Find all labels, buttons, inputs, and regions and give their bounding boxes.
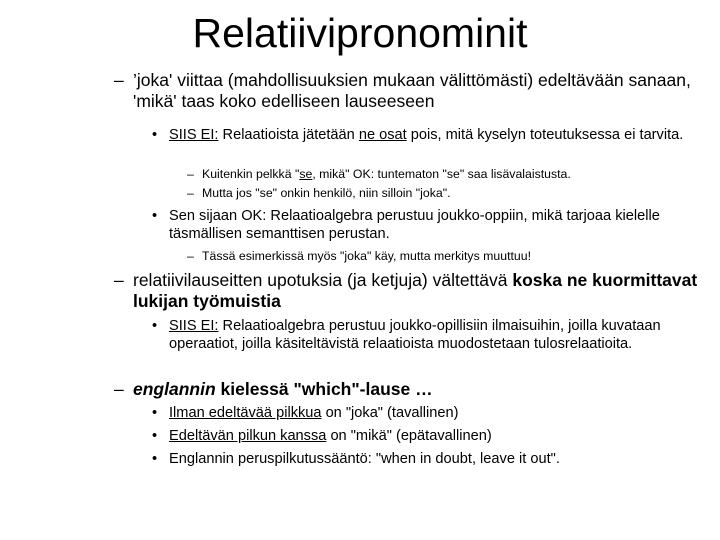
sub-sub-bullet-kuitenkin — [187, 167, 712, 182]
text-part: , mikä" OK: tuntematon "se" saa lisävalaistusta. — [312, 167, 571, 181]
underlined-ne-osat: ne osat — [358, 127, 407, 143]
underlined-ilman: Ilman edeltävää pilkkua — [169, 405, 322, 421]
sub-bullet-peruspilkutussaanto — [152, 450, 712, 468]
dash-marker: – — [187, 167, 194, 181]
italic-englannin: englannin — [133, 379, 216, 399]
sub-sub-bullet-tassa — [187, 249, 712, 264]
bullet-relatiivilauseet — [114, 270, 714, 312]
bold-koska-ne: koska ne kuormittavat lukijan työmuistia — [133, 270, 698, 311]
bullet-marker: • — [152, 451, 158, 467]
underlined-se: se — [299, 167, 313, 181]
bullet-marker: • — [152, 428, 158, 444]
sub-bullet-pilkun-kanssa — [152, 427, 712, 445]
dash-marker: – — [187, 249, 194, 263]
text-part: kielessä "which"-lause … — [215, 379, 433, 399]
bullet-marker: • — [152, 318, 158, 334]
sub-sub-bullet-mutta-jos — [187, 186, 712, 201]
text-part: on "mikä" (epätavallinen) — [326, 428, 492, 444]
bullet-marker: • — [152, 127, 158, 143]
text-part: Relaatioista jätetään — [218, 127, 359, 143]
text-part: Relaatioalgebra perustuu joukko-opillisiin ilmaisuihin, joilla kuvataan operaatiot, joilla käsiteltävistä relaatioista muodostetaan tulosrelaatioita. — [169, 318, 661, 352]
bullet-text — [114, 379, 714, 400]
text-part: Kuitenkin pelkkä " — [202, 167, 300, 181]
sub-bullet-ilman-pilkkua — [152, 404, 712, 422]
sub-bullet-text — [152, 427, 712, 445]
bullet-joka-mika — [114, 70, 714, 112]
dash-marker: – — [187, 186, 194, 200]
text-part: relatiivilauseitten upotuksia (ja ketjuja) vältettävä — [133, 270, 513, 290]
bullet-marker: • — [152, 208, 158, 224]
sub-sub-bullet-text: Mutta jos "se" onkin henkilö, niin silloin "joka". — [202, 186, 451, 200]
bullet-englannin — [114, 379, 714, 400]
text-part: on "joka" (tavallinen) — [321, 405, 459, 421]
bullet-text: ’joka' viittaa (mahdollisuuksien mukaan välittömästi) edeltävään sanaan, 'mikä' taas koko edelliseen lauseeseen — [133, 70, 691, 111]
sen-sijaan-label: Sen sijaan OK: — [169, 208, 267, 224]
text-part: pois, mitä kyselyn toteutuksessa ei tarvita. — [406, 127, 684, 143]
underlined-edeltavan: Edeltävän pilkun kanssa — [169, 428, 327, 444]
dash-marker: – — [114, 270, 124, 290]
sub-bullet-siis-ei-2 — [152, 317, 712, 353]
sub-bullet-sen-sijaan-ok — [152, 207, 712, 243]
sub-bullet-text: Englannin peruspilkutussääntö: "when in doubt, leave it out". — [169, 451, 560, 467]
sub-bullet-text — [152, 207, 712, 243]
sub-sub-bullet-text: Tässä esimerkissä myös "joka" käy, mutta merkitys muuttuu! — [202, 249, 531, 263]
siis-ei-label: SIIS EI: — [169, 318, 219, 334]
dash-marker: – — [114, 379, 124, 399]
siis-ei-label: SIIS EI: — [169, 127, 219, 143]
text-part: Relaatioalgebra perustuu joukko-oppiin, mikä tarjoaa kielelle täsmällisen semanttisen perustan. — [169, 208, 660, 242]
sub-bullet-siis-ei-1 — [152, 126, 712, 144]
sub-sub-bullet-text — [187, 167, 712, 182]
dash-marker: – — [114, 70, 124, 90]
sub-bullet-text — [152, 126, 712, 144]
sub-bullet-text — [152, 317, 712, 353]
bullet-marker: • — [152, 405, 158, 421]
bullet-text — [114, 270, 714, 312]
slide-title: Relatiivipronominit — [192, 10, 528, 56]
sub-bullet-text — [152, 404, 712, 422]
